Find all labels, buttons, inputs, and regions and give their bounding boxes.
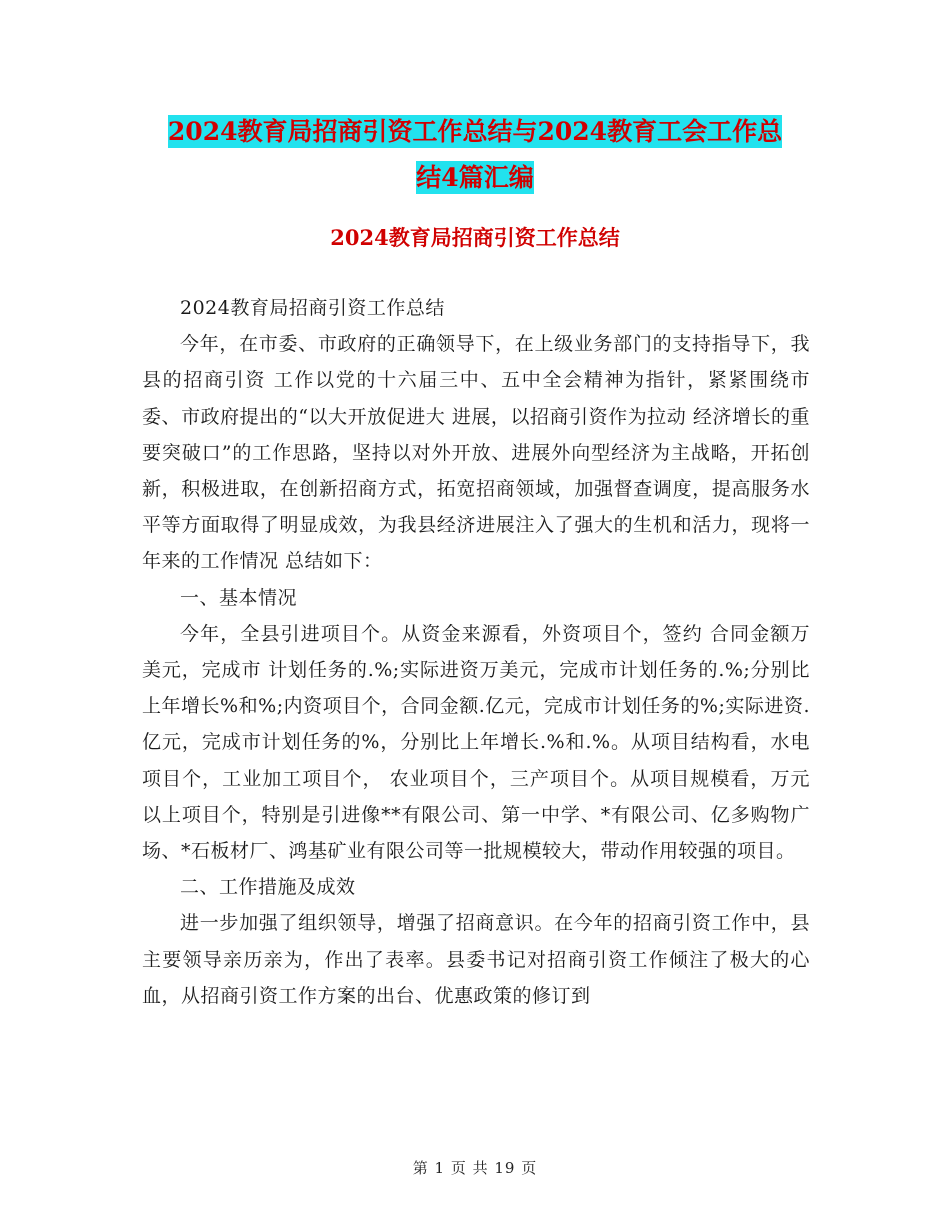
title-highlight: 2024教育局招商引资工作总结与2024教育工会工作总 — [167, 117, 783, 146]
title-highlight: 结4篇汇编 — [416, 163, 534, 192]
section-heading: 二、工作措施及成效 — [180, 876, 356, 899]
body-paragraph: 进一步加强了组织领导，增强了招商意识。在今年的招商引资工作中，县主要领导亲历亲为，作出了表率。县委书记对招商引资工作倾注了极大的心血，从招商引资工作方案的出台、优惠政策的修订到 — [142, 912, 810, 1007]
body-paragraph: 今年，全县引进项目个。从资金来源看，外资项目个，签约 合同金额万美元，完成市 计划任务的.%;实际进资万美元，完成市计划任务的.%;分别比上年增长%和%;内资项目个，合同金额.亿元，完成市计划任务的%;实际进资.亿元，完成市计划任务的%，分别比上年增长.%和.%。从项目结构看，水电项目个，工业加工项目个， 农业项目个，三产项目个。从项目规模看，万元以上项目个，特别是引进像**有限公司、第一中学、*有限公司、亿多购物广场、*石板材厂、鸿基矿业有限公司等一批规模较大，带动作用较强的项目。 — [142, 622, 810, 863]
body-paragraph: 今年，在市委、市政府的正确领导下，在上级业务部门的支持指导下，我县的招商引资 工作以党的十六届三中、五中全会精神为指针，紧紧围绕市委、市政府提出的“以大开放促进大 进展，以招商引资作为拉动 经济增长的重要突破口”的工作思路，坚持以对外开放、进展外向型经济为主战略，开拓创新，积极进取，在创新招商方式，拓宽招商领域，加强督查调度，提高服务水平等方面取得了明显成效，为我县经济进展注入了强大的生机和活力，现将一年来的工作情况 总结如下： — [142, 333, 810, 573]
section-title: 2024教育局招商引资工作总结 — [330, 225, 620, 250]
page-footer: 第 1 页 共 19 页 — [412, 1159, 538, 1177]
document-body — [142, 290, 810, 1014]
document-title-line-1 — [0, 112, 950, 148]
section-heading: 一、基本情况 — [180, 586, 298, 609]
document-title-line-2 — [0, 158, 950, 194]
body-subtitle: 2024教育局招商引资工作总结 — [180, 297, 445, 319]
